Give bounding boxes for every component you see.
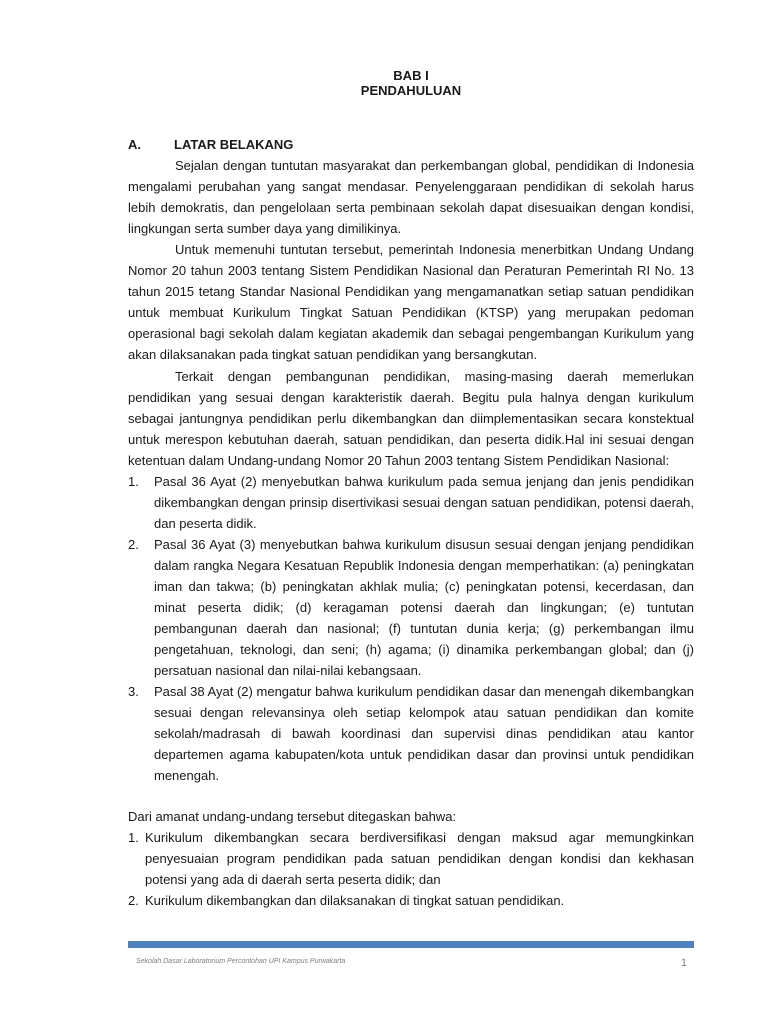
list-marker: 2.: [128, 893, 139, 908]
list-item: [128, 681, 694, 786]
list-item: [128, 827, 694, 890]
chapter-title: PENDAHULUAN: [360, 83, 462, 98]
list-marker: 1.: [128, 830, 139, 845]
list-item-text: Pasal 38 Ayat (2) mengatur bahwa kurikulum pendidikan dasar dan menengah dikembangkan sesuai dengan relevansinya oleh setiap kelompok atau satuan pendidikan dan komite sekolah/madrasah di bawah koordinasi dan supervisi dinas pendidikan atau kantor departemen agama kabupaten/kota untuk pendidikan dasar dan provinsi untuk pendidikan menengah.: [154, 684, 694, 783]
footer-divider: [128, 941, 694, 948]
list-marker: 3.: [128, 684, 139, 699]
paragraph-2: Untuk memenuhi tuntutan tersebut, pemerintah Indonesia menerbitkan Undang Undang Nomor 20 tahun 2003 tentang Sistem Pendidikan Nasional dan Peraturan Pemerintah RI No. 13 tahun 2015 tetang Standar Nasional Pendidikan yang mengamanatkan setiap satuan pendidikan untuk membuat Kurikulum Tingkat Satuan Pendidikan (KTSP) yang merupakan pedoman operasional bagi sekolah dalam kegiatan akademik dan sebagai pengembangan Kurikulum yang akan dilaksanakan pada tingkat satuan pendidikan yang bersangkutan.: [128, 242, 694, 362]
list-item: [128, 534, 694, 681]
list-marker: 1.: [128, 474, 139, 489]
paragraph-1: Sejalan dengan tuntutan masyarakat dan perkembangan global, pendidikan di Indonesia mengalami perubahan yang sangat mendasar. Penyelenggaraan pendidikan di sekolah harus lebih demokratis, dan pengelolaan serta pembinaan sekolah dapat disesuaikan dengan kondisi, lingkungan serta sumber daya yang dimilikinya.: [128, 158, 694, 236]
page-number: 1: [680, 957, 687, 969]
chapter-label: BAB I: [393, 68, 429, 83]
list-item-text: Pasal 36 Ayat (2) menyebutkan bahwa kurikulum pada semua jenjang dan jenis pendidikan dikembangkan dengan prinsip disertivikasi sesuai dengan satuan pendidikan, potensi daerah, dan peserta didik.: [154, 474, 694, 531]
list-item: [128, 471, 694, 534]
section-heading: [128, 137, 293, 152]
law-list: [128, 471, 694, 786]
mandate-list: [128, 827, 694, 911]
list-marker: 2.: [128, 537, 139, 552]
list-item-text: Pasal 36 Ayat (3) menyebutkan bahwa kurikulum disusun sesuai dengan jenjang pendidikan dalam rangka Negara Kesatuan Republik Indonesia dengan memperhatikan: (a) peningkatan iman dan takwa; (b) peningkatan akhlak mulia; (c) peningkatan potensi, kecerdasan, dan minat peserta didik; (d) keragaman potensi daerah dan lingkungan; (e) tuntutan pembangunan daerah dan nasional; (f) tuntutan dunia kerja; (g) perkembangan ilmu pengetahuan, teknologi, dan seni; (h) agama; (i) dinamika perkembangan global; dan (j) persatuan nasional dan nilai-nilai kebangsaan.: [154, 537, 694, 678]
list-item-text: Kurikulum dikembangkan secara berdiversifikasi dengan maksud agar memungkinkan penyesuaian program pendidikan pada satuan pendidikan dengan kondisi dan kekhasan potensi yang ada di daerah serta peserta didik; dan: [145, 830, 694, 887]
list-item: [128, 890, 694, 911]
paragraph-3: Terkait dengan pembangunan pendidikan, masing-masing daerah memerlukan pendidikan yang sesuai dengan karakteristik daerah. Begitu pula halnya dengan kurikulum sebagai jantungnya pendidikan perlu dikembangkan dan diimplementasikan secara konstektual untuk merespon kebutuhan daerah, satuan pendidikan, dan peserta didik.Hal ini sesuai dengan ketentuan dalam Undang-undang Nomor 20 Tahun 2003 tentang Sistem Pendidikan Nasional:: [128, 369, 694, 468]
section-title: LATAR BELAKANG: [174, 137, 294, 152]
section-number: A.: [128, 137, 141, 152]
list-item-text: Kurikulum dikembangkan dan dilaksanakan di tingkat satuan pendidikan.: [145, 893, 565, 908]
footer-text: Sekolah Dasar Laboratorium Percontohan UPI Kampus Purwakarta: [136, 958, 346, 965]
mandate-intro: Dari amanat undang-undang tersebut ditegaskan bahwa:: [128, 809, 457, 824]
